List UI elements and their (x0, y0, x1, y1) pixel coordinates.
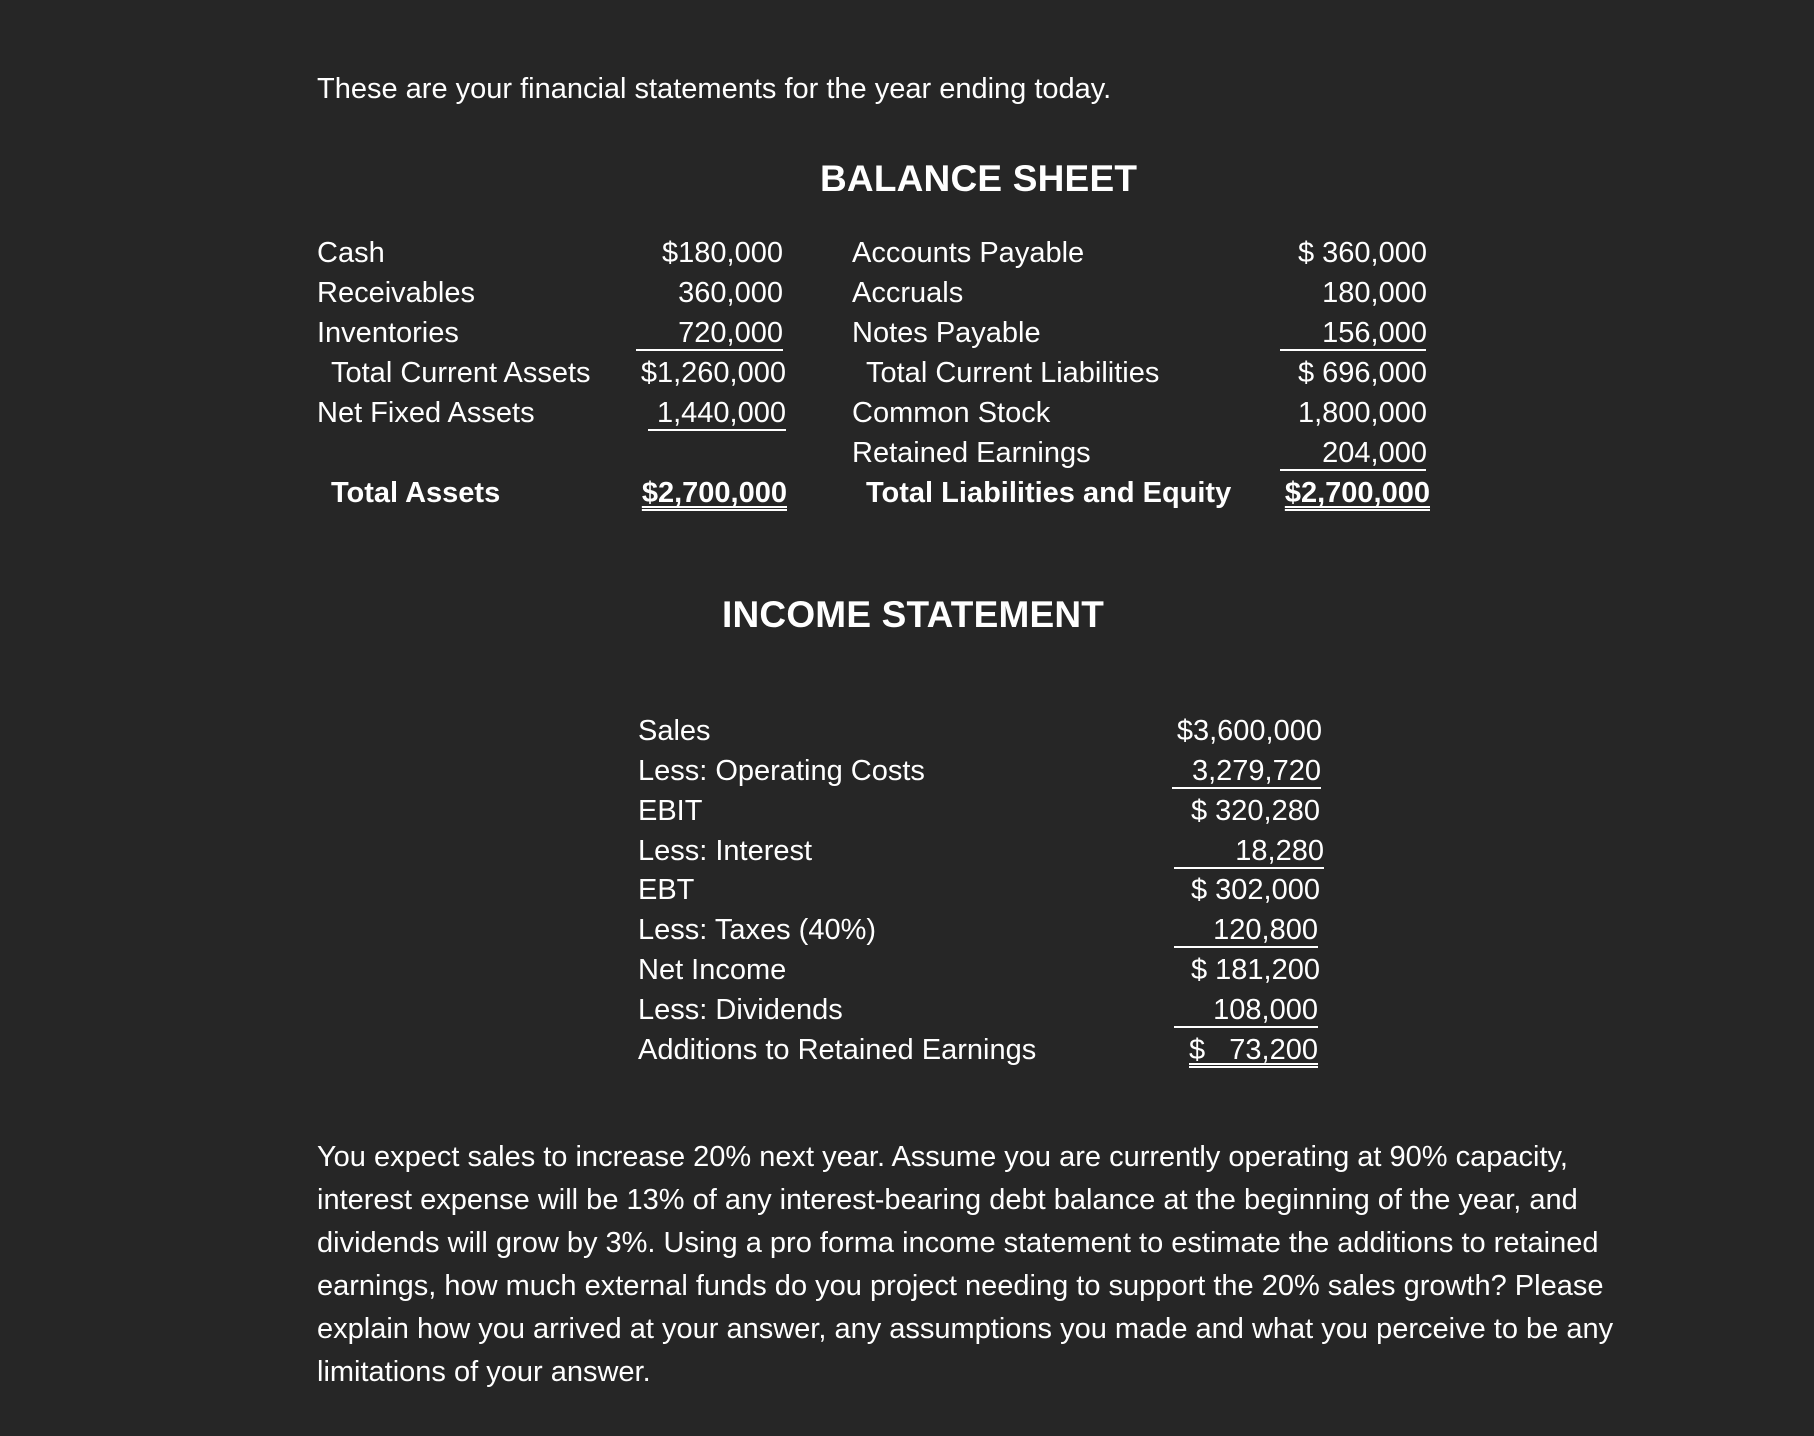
receivables-value: 360,000 (678, 277, 783, 309)
ebit-value: $ 320,280 (1190, 795, 1320, 827)
dividends-label: Less: Dividends (638, 994, 843, 1026)
accounts-payable-label: Accounts Payable (852, 237, 1085, 269)
retained-earnings-value: 204,000 (1322, 437, 1427, 469)
cash-value: $180,000 (662, 237, 783, 269)
accruals-label: Accruals (852, 277, 964, 309)
total-current-liabilities-value: $ 696,000 (1297, 357, 1427, 389)
total-current-assets-value: $1,260,000 (640, 357, 786, 389)
total-current-assets-label: Total Current Assets (331, 357, 591, 389)
dividends-value: 108,000 (1213, 994, 1318, 1026)
ebt-value: $ 302,000 (1190, 874, 1320, 906)
taxes-value: 120,800 (1213, 914, 1318, 946)
inventories-value: 720,000 (678, 317, 783, 349)
notes-payable-label: Notes Payable (852, 317, 1041, 349)
total-liabilities-equity-value: $2,700,000 (1284, 477, 1430, 509)
operating-costs-label: Less: Operating Costs (638, 755, 925, 787)
balance-sheet-title: BALANCE SHEET (820, 158, 1138, 199)
taxes-underline (1174, 946, 1318, 948)
intro-text: These are your financial statements for the year ending today. (317, 73, 1112, 105)
total-assets-label: Total Assets (331, 477, 501, 509)
additions-value: $ 73,200 (1189, 1034, 1318, 1066)
interest-value: 18,280 (1235, 835, 1324, 867)
operating-costs-value: 3,279,720 (1191, 755, 1321, 787)
ebit-label: EBIT (638, 795, 703, 827)
accruals-value: 180,000 (1322, 277, 1427, 309)
total-current-liabilities-label: Total Current Liabilities (866, 357, 1160, 389)
accounts-payable-value: $ 360,000 (1297, 237, 1427, 269)
taxes-label: Less: Taxes (40%) (638, 914, 877, 946)
dividends-underline (1174, 1026, 1318, 1028)
total-liabilities-equity-label: Total Liabilities and Equity (866, 477, 1232, 509)
cash-label: Cash (317, 237, 385, 269)
retained-earnings-label: Retained Earnings (852, 437, 1091, 469)
net-fixed-assets-value: 1,440,000 (656, 397, 786, 429)
question-paragraph: You expect sales to increase 20% next year. Assume you are currently operating at 90% capacity, interest expense will be 13% of any interest-bearing debt balance at the beginning of the year, and dividends will grow by 3%. Using a pro forma income statement to estimate the additions to retained earnings, how much external funds do you project needing to support the 20% sales growth? Please explain how you arrived at your answer, any assumptions you made and what you perceive to be any limitations of your answer. (317, 1141, 1614, 1388)
notes-payable-value: 156,000 (1322, 317, 1427, 349)
operating-costs-underline (1172, 787, 1321, 789)
income-statement-title: INCOME STATEMENT (722, 594, 1105, 635)
sales-value: $3,600,000 (1176, 715, 1322, 747)
common-stock-value: 1,800,000 (1297, 397, 1427, 429)
inventories-label: Inventories (317, 317, 459, 349)
additions-label: Additions to Retained Earnings (638, 1034, 1037, 1066)
interest-label: Less: Interest (638, 835, 813, 867)
receivables-label: Receivables (317, 277, 475, 309)
ebt-label: EBT (638, 874, 695, 906)
sales-label: Sales (638, 715, 711, 747)
common-stock-label: Common Stock (852, 397, 1051, 429)
notes-payable-underline (1280, 349, 1426, 351)
retained-earnings-underline (1280, 469, 1426, 471)
net-fixed-assets-underline (648, 429, 786, 431)
inventories-underline (636, 349, 783, 351)
interest-underline (1174, 867, 1324, 869)
net-fixed-assets-label: Net Fixed Assets (317, 397, 535, 429)
net-income-value: $ 181,200 (1190, 954, 1320, 986)
net-income-label: Net Income (638, 954, 787, 986)
total-assets-value: $2,700,000 (641, 477, 787, 509)
